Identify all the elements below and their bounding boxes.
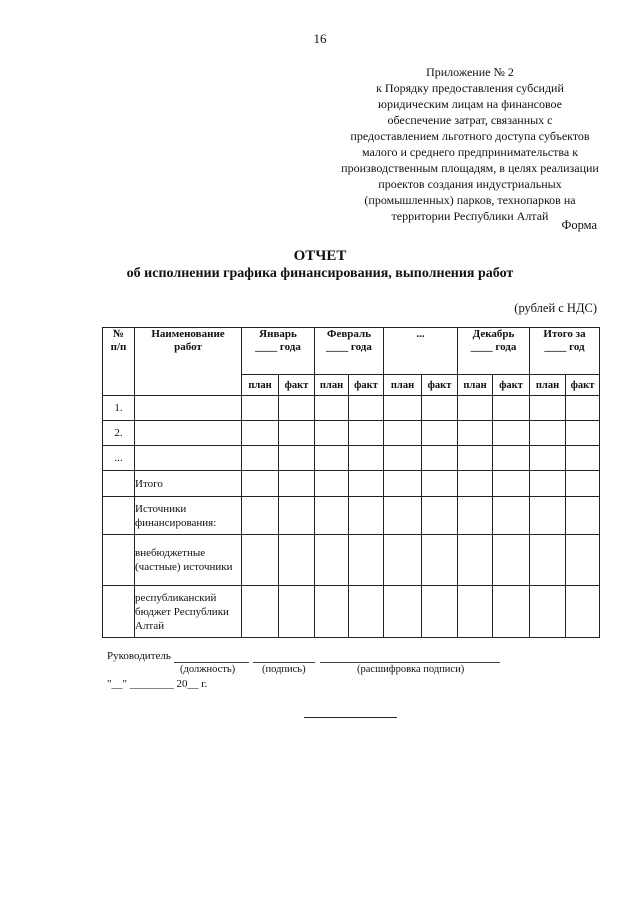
- sources-label: Источники финансирования:: [135, 497, 242, 535]
- appendix-line: юридическим лицам на финансовое: [378, 97, 562, 111]
- sign-line: [253, 662, 315, 663]
- plan-header: план: [242, 375, 279, 396]
- table-row: [103, 396, 600, 421]
- header-total-year: Итого за ____ год: [530, 328, 600, 375]
- table-row: [103, 446, 600, 471]
- form-label: Форма: [561, 218, 597, 232]
- header-row: [103, 328, 600, 375]
- report-table: [102, 327, 600, 638]
- decode-line: [320, 662, 500, 663]
- bottom-separator: [304, 717, 397, 718]
- plan-header: план: [530, 375, 566, 396]
- budget-row: [103, 586, 600, 638]
- fact-header: факт: [493, 375, 530, 396]
- row-number: ...: [103, 446, 135, 471]
- document-title: ОТЧЕТ: [293, 248, 347, 264]
- position-caption: (должность): [180, 664, 236, 675]
- header-ellipsis: ...: [384, 328, 458, 375]
- fact-header: факт: [422, 375, 458, 396]
- units-note: (рублей с НДС): [514, 301, 597, 315]
- sign-caption: (подпись): [262, 664, 306, 675]
- fact-header: факт: [566, 375, 600, 396]
- appendix-line: проектов создания индустриальных: [378, 177, 562, 191]
- position-line: [174, 662, 249, 663]
- plan-header: план: [458, 375, 493, 396]
- cell: [135, 446, 242, 471]
- row-number: 1.: [103, 396, 135, 421]
- appendix-line: к Порядку предоставления субсидий: [376, 81, 564, 95]
- row-number: 2.: [103, 421, 135, 446]
- budget-label: республиканский бюджет Республики Алтай: [135, 586, 242, 638]
- appendix-line: обеспечение затрат, связанных с: [387, 113, 553, 127]
- signature-head: Руководитель: [107, 650, 171, 662]
- appendix-line: производственным площадям, в целях реализации: [341, 161, 599, 175]
- header-num: № п/п: [103, 328, 135, 396]
- total-row: [103, 471, 600, 497]
- header-january: Январь ____ года: [242, 328, 315, 375]
- extrabudget-row: [103, 535, 600, 586]
- table-row: [103, 421, 600, 446]
- fact-header: факт: [349, 375, 384, 396]
- plan-header: план: [384, 375, 422, 396]
- appendix-line: предоставлением льготного доступа субъектов: [350, 129, 590, 143]
- header-name: Наименование работ: [135, 328, 242, 396]
- extrabudget-label: внебюджетные (частные) источники: [135, 535, 242, 586]
- header-february: Февраль ____ года: [315, 328, 384, 375]
- appendix-line: территории Республики Алтай: [391, 209, 549, 223]
- decode-caption: (расшифровка подписи): [357, 664, 465, 675]
- appendix-line: (промышленных) парков, технопарков на: [364, 193, 576, 207]
- document-subtitle: об исполнении графика финансирования, выполнения работ: [126, 266, 514, 281]
- total-label: Итого: [135, 471, 242, 497]
- cell: [135, 421, 242, 446]
- appendix-line: Приложение № 2: [426, 65, 514, 79]
- header-december: Декабрь ____ года: [458, 328, 530, 375]
- plan-header: план: [315, 375, 349, 396]
- fact-header: факт: [279, 375, 315, 396]
- appendix-block: [330, 64, 610, 224]
- sources-row: [103, 497, 600, 535]
- page-number: 16: [313, 31, 327, 46]
- appendix-line: малого и среднего предпринимательства к: [361, 145, 579, 159]
- date-line: "__" ________ 20__ г.: [107, 678, 208, 690]
- cell: [135, 396, 242, 421]
